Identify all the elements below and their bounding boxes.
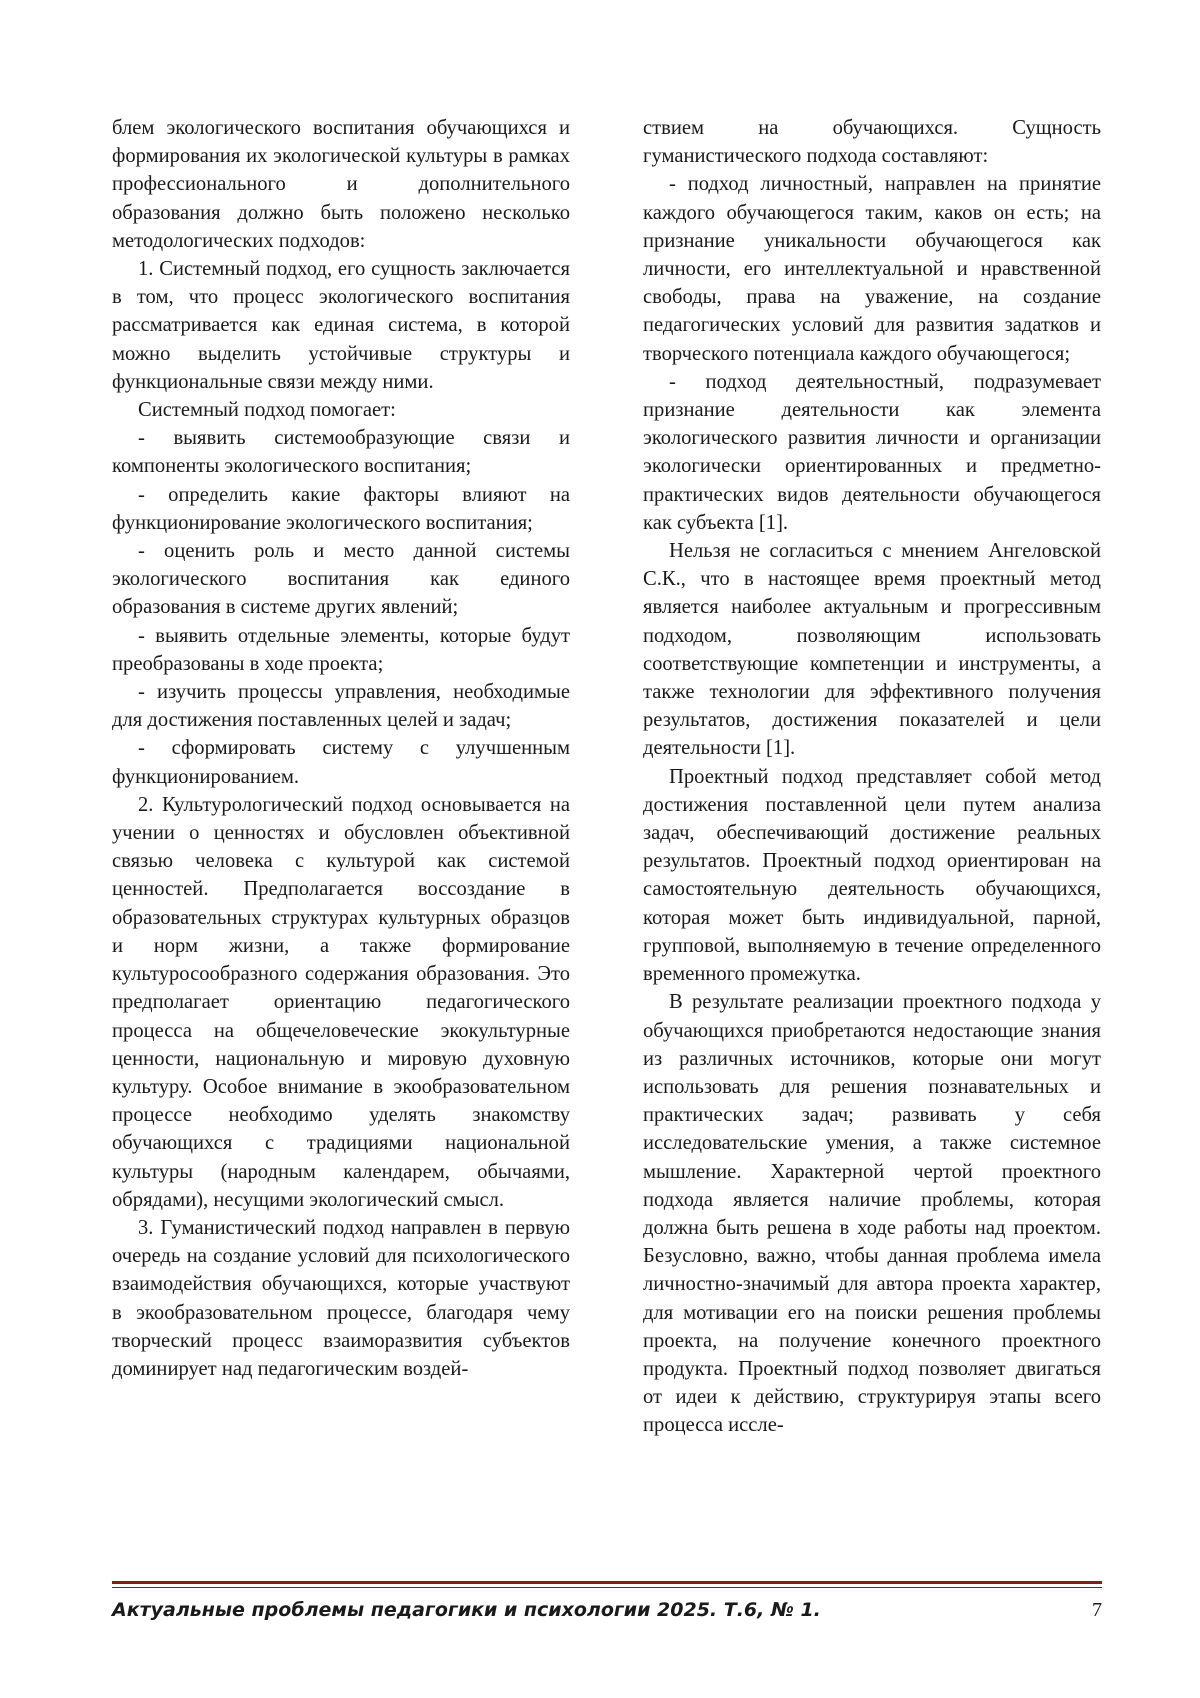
right-column-paragraph: ствием на обучающихся. Сущность гуманистического подхода составляют: [643, 117, 1101, 168]
page-number: 7 [1092, 1599, 1102, 1621]
journal-footer-title: Актуальные проблемы педагогики и психологии 2025. Т.6, № 1. [112, 1599, 821, 1621]
left-column-paragraph: 2. Культурологический подход основывается на учении о ценностях и обусловлен объективной связью человека с культурой как системой ценностей. Предполагается воссоздание в образовательных структурах культурных образцов и норм жизни, а также формирование культуросообразного содержания образования. Это предполагает ориентацию педагогического процесса на общечеловеческие экокультурные ценности, национальную и мировую духовную культуру. Особое внимание в экообразовательном процессе необходимо уделять знакомству обучающихся с традициями национальной культуры (народным календарем, обычаями, обрядами), несущими экологический смысл. [112, 793, 570, 1211]
left-column-paragraph: блем экологического воспитания обучающихся и формирования их экологической культуры в рамках профессионального и дополнительного образования должно быть положено несколько методологических подходов: [112, 117, 570, 252]
left-column-paragraph: - изучить процессы управления, необходимые для достижения поставленных целей и задач; [112, 681, 570, 732]
left-column-paragraph: - выявить отдельные элементы, которые будут преобразованы в ходе проекта; [112, 624, 570, 675]
footer-rule-thin [112, 1587, 1102, 1588]
left-column-paragraph: - определить какие факторы влияют на функционирование экологического воспитания; [112, 483, 570, 534]
right-column-paragraph: Проектный подход представляет собой метод достижения поставленной цели путем анализа задач, обеспечивающий достижение реальных результатов. Проектный подход ориентирован на самостоятельную деятельность обучающихся, которая может быть индивидуальной, парной, групповой, выполняемую в течение определенного временного промежутка. [643, 765, 1101, 986]
left-column-paragraph: - выявить системообразующие связи и компоненты экологического воспитания; [112, 427, 570, 478]
left-column-paragraph: 3. Гуманистический подход направлен в первую очередь на создание условий для психологического взаимодействия обучающихся, которые участвуют в экообразовательном процессе, благодаря чему творческий процесс взаиморазвития субъектов доминирует над педагогическим воздей- [112, 1216, 570, 1380]
left-column-paragraph: - оценить роль и место данной системы экологического воспитания как единого образования в системе других явлений; [112, 540, 570, 619]
left-column-paragraph: - сформировать систему с улучшенным функционированием. [112, 737, 570, 788]
right-column [643, 114, 1101, 1440]
right-column-paragraph: Нельзя не согласиться с мнением Ангеловской С.К., что в настоящее время проектный метод является наиболее актуальным и прогрессивным подходом, позволяющим использовать соответствующие компетенции и инструменты, а также технологии для эффективного получения результатов, достижения показателей и цели деятельности [1]. [643, 540, 1101, 760]
footer-rule-thick [112, 1581, 1102, 1584]
right-column-paragraph: В результате реализации проектного подхода у обучающихся приобретаются недостающие знания из различных источников, которые они могут использовать для решения познавательных и практических задач; развивать у себя исследовательские умения, а также системное мышление. Характерной чертой проектного подхода является наличие проблемы, которая должна быть решена в ходе работы над проектом. Безусловно, важно, чтобы данная проблема имела личностно-значимый для автора проекта характер, для мотивации его на поиски решения проблемы проекта, на получение конечного проектного продукта. Проектный подход позволяет двигаться от идеи к действию, структурируя этапы всего процесса иссле- [643, 991, 1101, 1437]
right-column-paragraph: - подход деятельностный, подразумевает признание деятельности как элемента экологического развития личности и организации экологически ориентированных и предметно-практических видов деятельности обучающегося как субъекта [1]. [643, 370, 1101, 534]
left-column-paragraph: 1. Системный подход, его сущность заключается в том, что процесс экологического воспитания рассматривается как единая система, в которой можно выделить устойчивые структуры и функциональные связи между ними. [112, 258, 570, 393]
left-column [112, 114, 570, 1383]
left-column-paragraph: Системный подход помогает: [138, 399, 396, 422]
right-column-paragraph: - подход личностный, направлен на принятие каждого обучающегося таким, каков он есть; на признание уникальности обучающегося как личности, его интеллектуальной и нравственной свободы, права на уважение, на создание педагогических условий для развития задатков и творческого потенциала каждого обучающегося; [643, 173, 1101, 365]
